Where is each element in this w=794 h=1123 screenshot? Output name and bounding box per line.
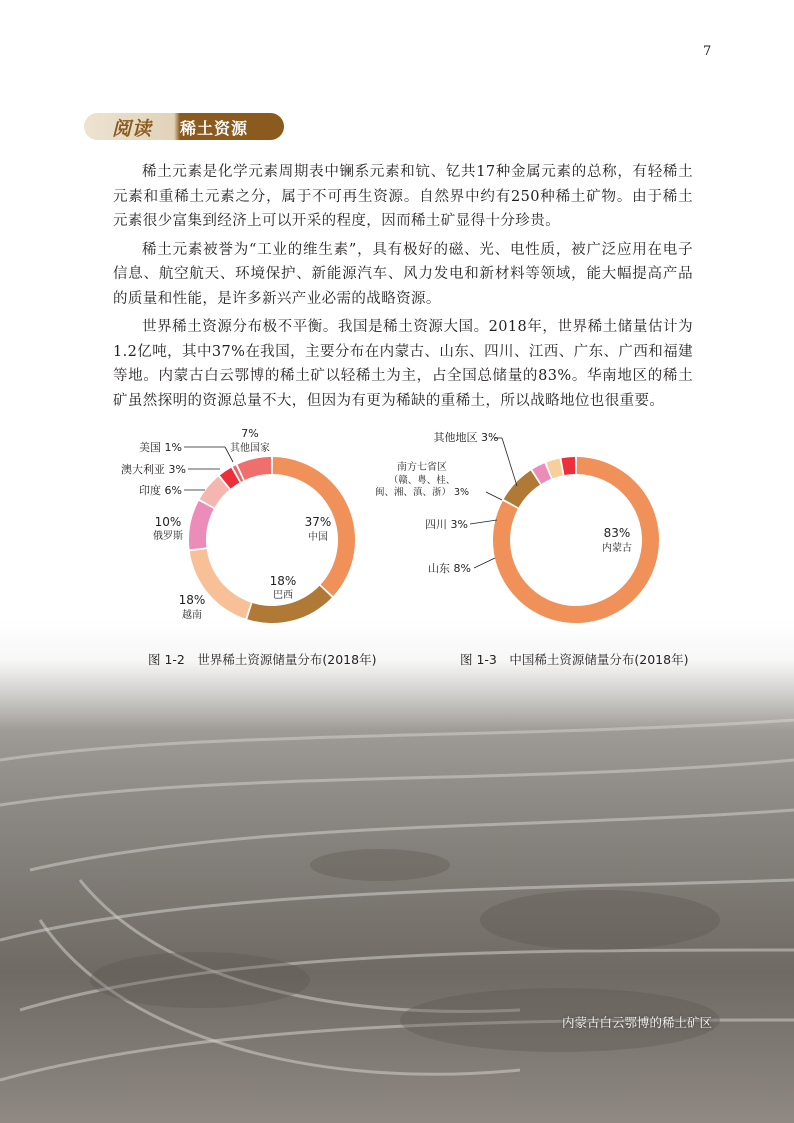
- slice-name-label: 俄罗斯: [153, 531, 183, 542]
- slice-value-label: 18%: [269, 574, 297, 588]
- leader-line: [474, 558, 495, 568]
- slice-label: 四川 3%: [425, 518, 468, 531]
- china-slice: [561, 457, 575, 475]
- slice-name-label: 巴西: [273, 590, 293, 601]
- photo-caption: 内蒙古白云鄂博的稀土矿区: [562, 1015, 713, 1030]
- slice-label: 印度 6%: [139, 484, 182, 497]
- slice-value-label: 37%: [304, 515, 332, 529]
- slice-label: 闽、湘、滇、浙） 3%: [374, 487, 470, 498]
- slice-value-label: 83%: [603, 526, 631, 540]
- page-number: 7: [703, 44, 712, 59]
- slice-label: 澳大利亚 3%: [121, 463, 186, 476]
- world-slice: [238, 457, 272, 480]
- leader-line: [502, 438, 517, 486]
- paragraph: 稀土元素被誉为“工业的维生素”，具有极好的磁、光、电性质，被广泛应用在电子信息、航空航天、环境保护、新能源汽车、风力发电和新材料等领域，能大幅提高产品的质量和性能，是许多新兴产业必需的战略资源。: [113, 241, 693, 307]
- slice-value-label: 10%: [154, 515, 182, 529]
- section-title: 稀土资源: [180, 119, 249, 138]
- leader-line: [470, 520, 497, 524]
- paragraph: 稀土元素是化学元素周期表中镧系元素和钪、钇共17种金属元素的总称，有轻稀土元素和重稀土元素之分，属于不可再生资源。自然界中约有250种稀土矿物。由于稀土元素很少富集到经济上可以开采的程度，因而稀土矿显得十分珍贵。: [113, 164, 693, 229]
- slice-label: 其他地区 3%: [433, 431, 499, 444]
- paragraph: 世界稀土资源分布极不平衡。我国是稀土资源大国。2018年，世界稀土储量估计为1.2亿吨，其中37%在我国，主要分布在内蒙古、山东、四川、江西、广东、广西和福建等地。内蒙古白云鄂博的稀土矿以轻稀土为主，占全国总储量的83%。华南地区的稀土矿虽然探明的资源总量不大，但因为有更为稀缺的重稀土，所以战略地位也很重要。: [113, 319, 693, 409]
- mine-photo: [0, 620, 794, 1123]
- china-slice: [504, 470, 540, 507]
- pie-charts: [0, 420, 794, 670]
- charts-area: [0, 420, 794, 670]
- slice-name-label: 越南: [182, 610, 202, 621]
- slice-value-label: 18%: [178, 593, 206, 607]
- slice-label: （赣、粤、桂、: [388, 475, 456, 486]
- slice-value-label: 7%: [241, 427, 259, 440]
- mine-photo-image: [0, 620, 794, 1123]
- reading-section-header: [84, 113, 284, 140]
- reading-tag: 阅读: [112, 118, 153, 140]
- slice-name-label: 其他国家: [230, 443, 270, 454]
- leader-line: [486, 492, 502, 500]
- chart-caption-world: 图 1-2 世界稀土资源储量分布(2018年): [148, 652, 377, 667]
- slice-label: 南方七省区: [397, 462, 447, 473]
- slice-label: 美国 1%: [139, 441, 182, 454]
- chart-caption-china: 图 1-3 中国稀土资源储量分布(2018年): [460, 652, 689, 667]
- slice-name-label: 内蒙古: [602, 543, 632, 554]
- body-text: [113, 160, 693, 417]
- slice-label: 山东 8%: [428, 562, 471, 575]
- world-slice: [189, 501, 214, 550]
- world-slice: [190, 549, 251, 619]
- slice-name-label: 中国: [308, 532, 328, 543]
